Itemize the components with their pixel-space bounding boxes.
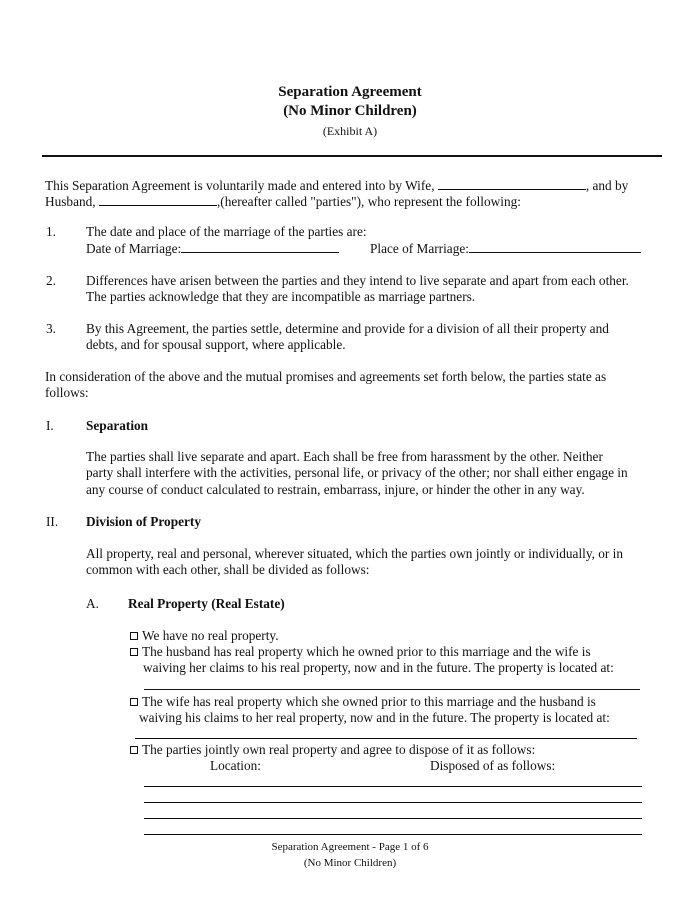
footer-subtitle: (No Minor Children) bbox=[303, 857, 397, 869]
location-label: Location: bbox=[210, 758, 261, 773]
husband-property-location-blank[interactable] bbox=[144, 689, 640, 690]
section-text: party shall interfere with the activities, personal life, or privacy of the other; nor shall either engage in bbox=[86, 465, 628, 480]
item-number: 3. bbox=[46, 321, 56, 336]
item-number: 2. bbox=[46, 273, 56, 288]
consideration-text: follows: bbox=[45, 385, 89, 400]
joint-property-blank-line[interactable] bbox=[144, 786, 642, 787]
option-husband-real-property[interactable] bbox=[130, 644, 591, 660]
wife-property-location-blank[interactable] bbox=[135, 738, 637, 739]
section-text: The parties shall live separate and apart. Each shall be free from harassment by the other. Neither bbox=[86, 449, 603, 464]
marriage-date-row bbox=[86, 240, 339, 257]
section-heading-separation: Separation bbox=[86, 418, 149, 433]
checkbox[interactable] bbox=[130, 648, 138, 656]
section-heading-division-of-property: Division of Property bbox=[86, 514, 201, 529]
place-of-marriage-label: Place of Marriage: bbox=[370, 241, 469, 256]
wife-name-blank[interactable] bbox=[438, 177, 586, 190]
document-subtitle: (No Minor Children) bbox=[283, 103, 417, 119]
intro-text: , and by bbox=[585, 178, 629, 193]
checkbox[interactable] bbox=[130, 632, 138, 640]
option-joint-real-property[interactable] bbox=[130, 742, 535, 758]
section-number: I. bbox=[46, 418, 54, 433]
intro-text: Husband, bbox=[45, 194, 96, 209]
item-text: debts, and for spousal support, where applicable. bbox=[86, 337, 346, 352]
intro-text: ,(hereafter called "parties"), who represent the following: bbox=[216, 194, 521, 209]
joint-property-blank-line[interactable] bbox=[144, 802, 642, 803]
intro-line-1 bbox=[45, 177, 628, 194]
place-of-marriage-blank[interactable] bbox=[469, 240, 641, 253]
joint-property-blank-line[interactable] bbox=[144, 818, 642, 819]
option-text: waiving his claims to her real property, now and in the future. The property is located at: bbox=[139, 710, 610, 725]
consideration-text: In consideration of the above and the mutual promises and agreements set forth below, the parties state as bbox=[45, 369, 607, 384]
section-text: All property, real and personal, wherever situated, which the parties own jointly or individually, or in bbox=[86, 546, 624, 561]
section-text: any course of conduct calculated to restrain, embarrass, injure, or hinder the other in any way. bbox=[86, 482, 585, 497]
option-no-real-property[interactable] bbox=[130, 628, 279, 644]
joint-property-blank-line[interactable] bbox=[144, 834, 642, 835]
checkbox[interactable] bbox=[130, 698, 138, 706]
item-text: By this Agreement, the parties settle, determine and provide for a division of all their property and bbox=[86, 321, 609, 336]
section-number: II. bbox=[46, 514, 59, 529]
section-text: common with each other, shall be divided as follows: bbox=[86, 562, 370, 577]
item-text: The date and place of the marriage of the parties are: bbox=[86, 224, 367, 239]
marriage-place-row bbox=[370, 240, 641, 257]
subsection-heading-real-property: Real Property (Real Estate) bbox=[128, 596, 285, 611]
date-of-marriage-blank[interactable] bbox=[181, 240, 339, 253]
header-divider bbox=[42, 155, 662, 157]
option-label: The parties jointly own real property and agree to dispose of it as follows: bbox=[142, 742, 536, 757]
footer-page-label: Separation Agreement - Page 1 of 6 bbox=[271, 841, 429, 853]
document-title: Separation Agreement bbox=[278, 84, 422, 100]
option-wife-real-property[interactable] bbox=[130, 694, 596, 710]
disposed-label: Disposed of as follows: bbox=[430, 758, 556, 773]
checkbox[interactable] bbox=[130, 746, 138, 754]
option-label: The wife has real property which she owned prior to this marriage and the husband is bbox=[142, 694, 596, 709]
option-text: waiving her claims to his real property, now and in the future. The property is located at: bbox=[143, 660, 614, 675]
intro-text: This Separation Agreement is voluntarily made and entered into by Wife, bbox=[45, 178, 435, 193]
option-label: The husband has real property which he owned prior to this marriage and the wife is bbox=[142, 644, 591, 659]
option-label: We have no real property. bbox=[142, 628, 279, 643]
item-text: Differences have arisen between the parties and they intend to live separate and apart from each other. bbox=[86, 273, 629, 288]
husband-name-blank[interactable] bbox=[99, 193, 217, 206]
exhibit-label: (Exhibit A) bbox=[322, 124, 378, 138]
date-of-marriage-label: Date of Marriage: bbox=[86, 241, 182, 256]
subsection-letter: A. bbox=[86, 596, 99, 611]
item-text: The parties acknowledge that they are incompatible as marriage partners. bbox=[86, 289, 476, 304]
item-number: 1. bbox=[46, 224, 56, 239]
intro-line-2 bbox=[45, 193, 521, 210]
